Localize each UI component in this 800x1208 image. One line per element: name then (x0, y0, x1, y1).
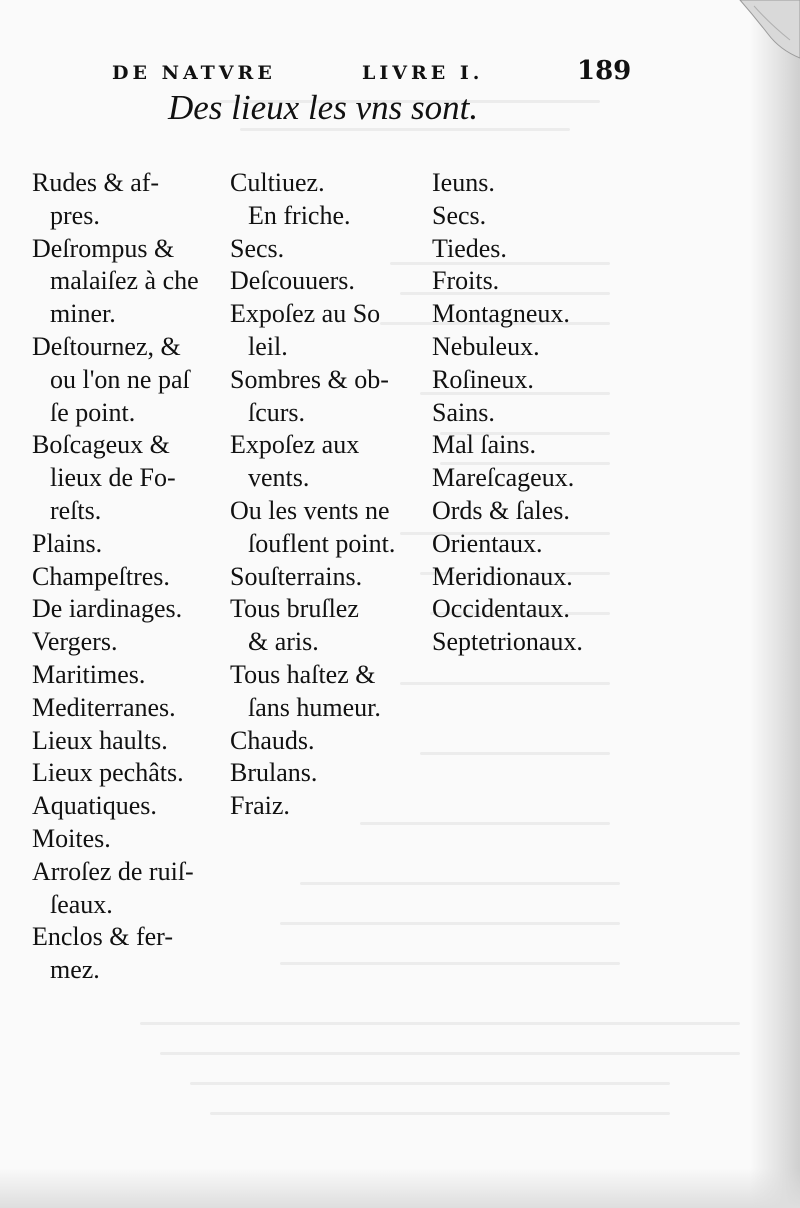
list-line: pres. (50, 200, 100, 230)
list-line: & aris. (248, 627, 319, 657)
list-line: Sombres & ob- (230, 364, 389, 394)
list-line: lieux de Fo- (50, 463, 176, 493)
list-line: Cultiuez. (230, 168, 325, 197)
list-line: Aquatiques. (32, 791, 157, 821)
list-line: Lieux haults. (32, 725, 168, 755)
list-line: ſans humeur. (248, 692, 381, 722)
list-line: Brulans. (230, 758, 318, 788)
list-line: En friche. (248, 200, 351, 230)
list-line: malaiſez à che (50, 266, 199, 296)
list-line: Arroſez de ruiſ- (32, 856, 194, 886)
running-head-right: LIVRE I. (362, 62, 484, 84)
page-corner-curl (720, 0, 800, 60)
list-line: Souſterrains. (230, 561, 363, 591)
list-line: Septetrionaux. (432, 627, 583, 657)
list-line: miner. (50, 299, 116, 329)
list-line: ſeaux. (50, 889, 113, 919)
list-line: Mediterranes. (32, 692, 176, 722)
list-line: Plains. (32, 528, 103, 558)
list-line: leil. (248, 331, 288, 361)
list-line: Enclos & fer- (32, 922, 173, 952)
column-left (32, 167, 232, 987)
list-line: Deſrompus & (32, 233, 175, 263)
list-line: ſcurs. (248, 397, 306, 427)
list-line: Deſtournez, & (32, 331, 181, 361)
list-line: Ieuns. (432, 168, 495, 197)
list-line: ou l'on ne paſ (50, 364, 190, 394)
running-head-left: DE NATVRE (112, 62, 276, 84)
section-title: Des lieux les vns sont. (168, 88, 479, 127)
list-line: Boſcageux & (32, 430, 170, 460)
list-line: Tous bruſlez (230, 594, 359, 624)
list-line: Expoſez aux (230, 430, 360, 460)
list-line: Secs. (432, 200, 487, 230)
list-line: Sains. (432, 397, 495, 427)
list-line: Ords & ſales. (432, 495, 570, 525)
list-line: Secs. (230, 233, 285, 263)
list-line: Froits. (432, 266, 500, 296)
list-line: vents. (248, 463, 310, 493)
list-line: Orientaux. (432, 528, 543, 558)
list-line: Occidentaux. (432, 594, 570, 624)
list-line: Tiedes. (432, 233, 507, 263)
list-line: Mareſcageux. (432, 463, 575, 493)
list-line: Vergers. (32, 627, 118, 657)
list-line: Mal ſains. (432, 430, 536, 460)
page-edge-shadow (750, 0, 800, 1208)
list-line: mez. (50, 955, 100, 985)
list-line: ſe point. (50, 397, 136, 427)
column-middle (230, 167, 435, 823)
list-line: Deſcouuers. (230, 266, 355, 296)
list-line: Montagneux. (432, 299, 570, 329)
list-line: Lieux pechâts. (32, 758, 184, 788)
list-line: Roſineux. (432, 364, 534, 394)
list-line: De iardinages. (32, 594, 183, 624)
list-line: reſts. (50, 495, 102, 525)
list-line: Champeſtres. (32, 561, 170, 591)
page-number: 189 (577, 56, 632, 86)
page-bottom-shadow (0, 1168, 800, 1208)
list-line: ſouflent point. (248, 528, 396, 558)
list-line: Tous haſtez & (230, 659, 376, 689)
list-line: Nebuleux. (432, 331, 540, 361)
list-line: Maritimes. (32, 659, 146, 689)
list-line: Expoſez au So (230, 299, 381, 329)
list-line: Rudes & af- (32, 168, 160, 197)
list-line: Meridionaux. (432, 561, 573, 591)
list-line: Chauds. (230, 725, 315, 755)
running-head (112, 56, 632, 90)
column-right (432, 167, 632, 659)
list-line: Ou les vents ne (230, 495, 390, 525)
list-line: Moites. (32, 823, 111, 853)
list-line: Fraiz. (230, 791, 290, 821)
